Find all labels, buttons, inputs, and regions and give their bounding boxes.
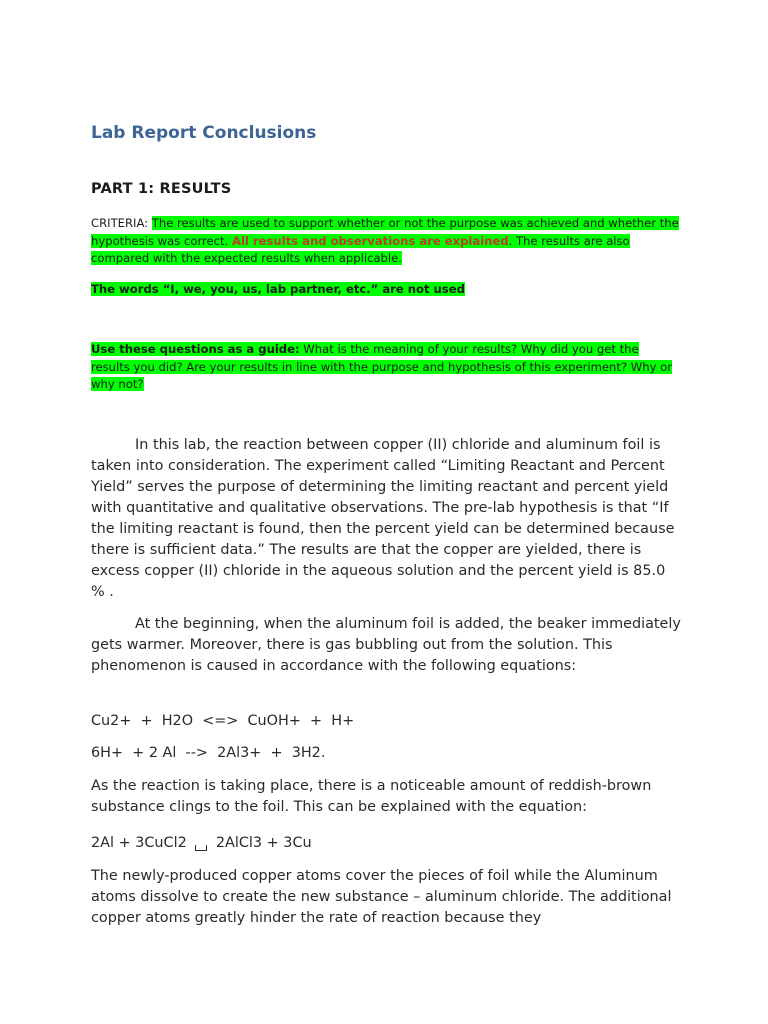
criteria-text-2: . The results are also compared with the expected results when applicable.	[91, 233, 630, 265]
equation3-right: 2AlCl3 + 3Cu	[215, 835, 312, 851]
guide-paragraph	[91, 341, 681, 394]
paragraph-copper-atoms: The newly-produced copper atoms cover the pieces of foil while the Aluminum atoms dissolve to create the new substance – aluminum chloride. The additional copper atoms greatly hinder the rate of reaction because they	[91, 868, 672, 926]
paragraph-reddish: As the reaction is taking place, there is a noticeable amount of reddish-brown substance clings to the foil. This can be explained with the equation:	[91, 778, 652, 815]
criteria-emphasis: All results and observations are explained	[231, 233, 509, 248]
paragraph-observations: At the beginning, when the aluminum foil is added, the beaker immediately gets warmer. Moreover, there is gas bubbling out from the solution. This phenomenon is caused in accordance with the following equations:	[91, 616, 681, 674]
criteria-text-1: The results are used to support whether or not the purpose was achieved and whether the hypothesis was correct.	[91, 216, 679, 248]
equation-hydrolysis: Cu2+ + H2O <=> CuOH+ + H+	[91, 713, 355, 729]
guide-highlight	[91, 342, 672, 391]
equation-hydrogen: 6H+ + 2 Al --> 2Al3+ + 3H2.	[91, 745, 326, 761]
guide-label: Use these questions as a guide:	[91, 342, 300, 356]
document-title: Lab Report Conclusions	[91, 123, 317, 143]
part-heading: PART 1: RESULTS	[91, 181, 232, 197]
equation3-left: 2Al + 3CuCl2	[91, 835, 187, 851]
equation-displacement	[91, 833, 681, 854]
guide-text: What is the meaning of your results? Why did you get the results you did? Are your results in line with the purpose and hypothesis of this experiment? Why or why not?	[91, 342, 672, 391]
words-rule: The words “I, we, you, us, lab partner, etc.” are not used	[91, 282, 465, 296]
criteria-highlight	[91, 216, 679, 265]
arrow-icon	[195, 845, 207, 851]
paragraph-intro: In this lab, the reaction between copper (II) chloride and aluminum foil is taken into consideration. The experiment called “Limiting Reactant and Percent Yield” serves the purpose of determining the limiting reactant and percent yield with quantitative and qualitative observations. The pre-lab hypothesis is that “If the limiting reactant is found, then the percent yield can be determined because there is sufficient data.” The results are that the copper are yielded, there is excess copper (II) chloride in the aqueous solution and the percent yield is 85.0 % .	[91, 437, 675, 600]
criteria-paragraph	[91, 215, 681, 268]
words-rule-paragraph	[91, 281, 681, 299]
criteria-label: CRITERIA:	[91, 216, 149, 230]
